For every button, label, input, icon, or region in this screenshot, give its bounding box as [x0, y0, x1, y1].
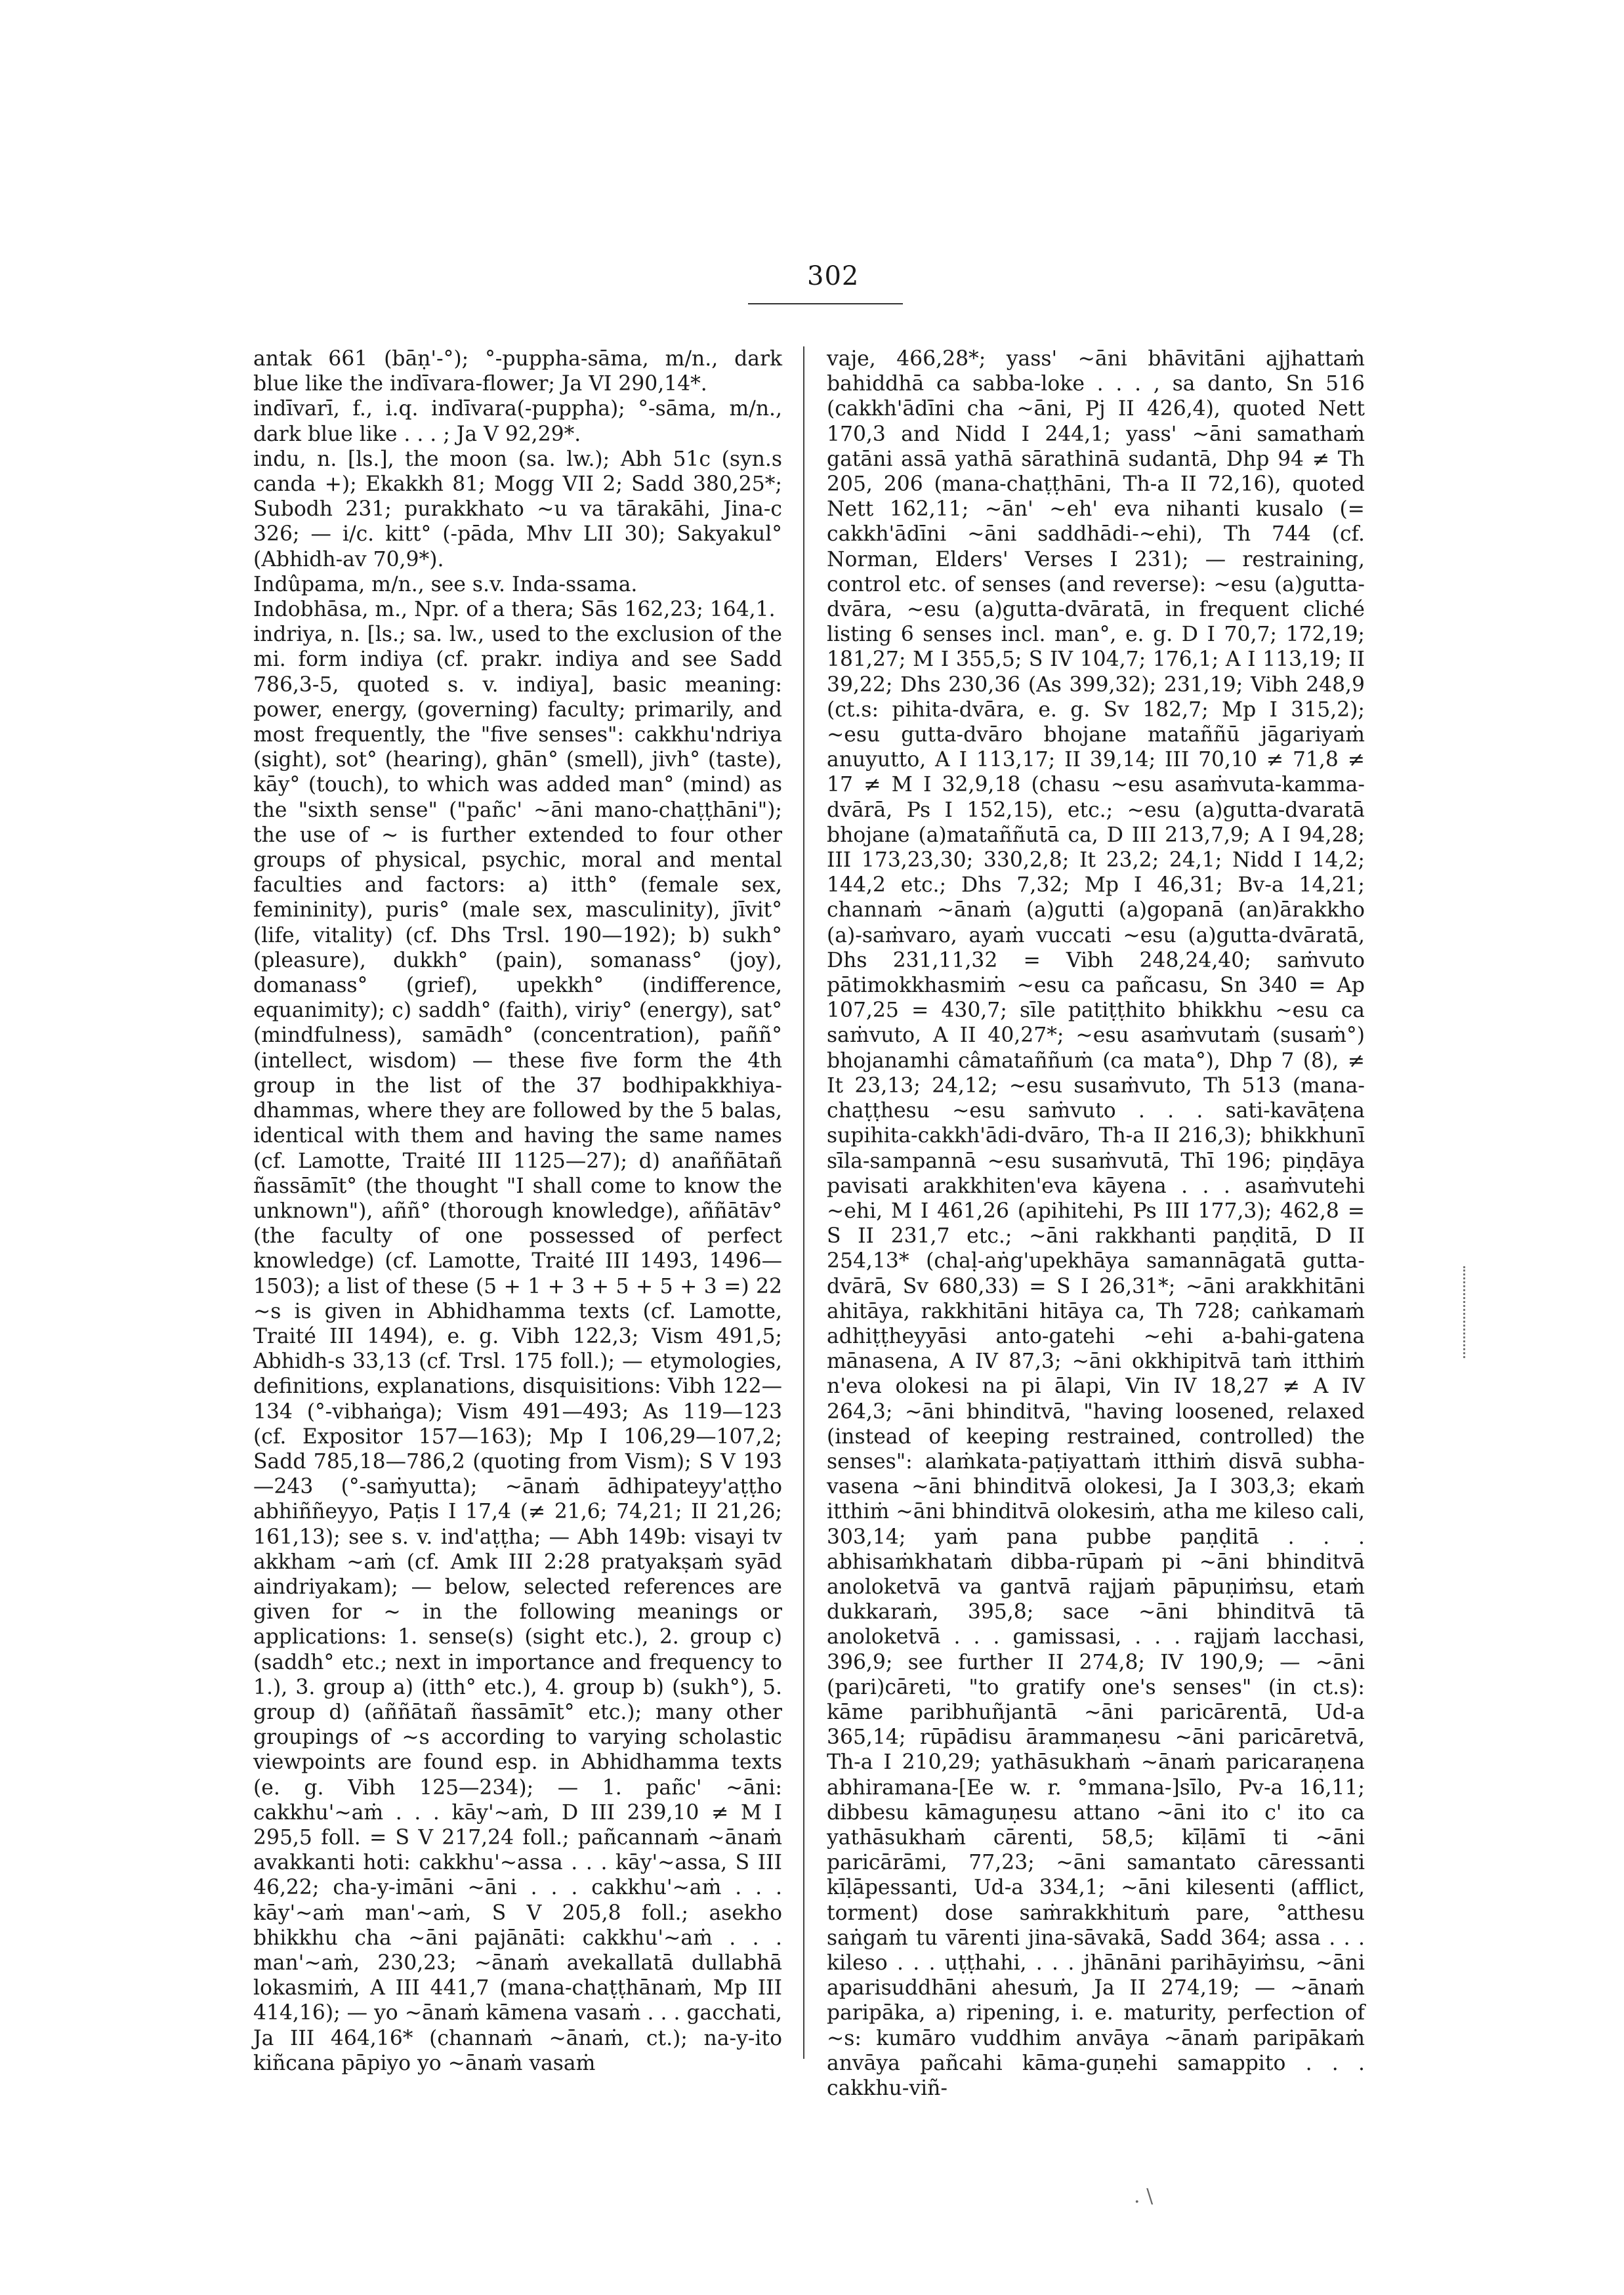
- right-column: [827, 346, 1365, 2101]
- entry-indivari: indīvarī, f., i.q. indīvara(-puppha); °-sāma, m/n., dark blue like . . . ; Ja V 92,29*.: [253, 397, 782, 446]
- page-number: 302: [807, 261, 860, 291]
- entry-indupama: Indûpama, m/n., see s.v. Inda-ssama.: [253, 572, 638, 596]
- entry-antak: antak 661 (bāṇ'-°); °-puppha-sāma, m/n., dark blue like the indīvara-flower; Ja VI 290,14*.: [253, 347, 782, 396]
- left-column: [253, 346, 782, 2076]
- entry-indu: indu, n. [ls.], the moon (sa. lw.); Abh 51c (syn.s canda +); Ekakkh 81; Mogg VII 2; Sadd 380,25*; Subodh 231; purakkhato ~u va tārakāhi, Jina-c 326; — i/c. kitt° (-pāda, Mhv LII 30); Sakyakul° (Abhidh-av 70,9*).: [253, 447, 782, 571]
- entry-indriya: indriya, n. [ls.; sa. lw., used to the exclusion of the mi. form indiya (cf. prakr. indiya and see Sadd 786,3-5, quoted s. v. indiya], basic meaning: power, energy, (governing) faculty; primarily, and most frequently, the "five senses": cakkhu'ndriya (sight), sot° (hearing), ghān° (smell), jivh° (taste), kāy° (touch), to which was added man° (mind) as the "sixth sense" ("pañc' ~āni mano-chaṭṭhāni"); the use of ~ is further extended to four other groups of physical, psychic, moral and mental faculties and factors: a) itth° (female sex, femininity), puris° (male sex, masculinity), jīvit° (life, vitality) (cf. Dhs Trsl. 190—192); b) sukh° (pleasure), dukkh° (pain), somanass° (joy), domanass° (grief), upekkh° (indifference, equanimity); c) saddh° (faith), viriy° (energy), sat° (mindfulness), samādh° (concentration), paññ° (intellect, wisdom) — these five form the 4th group in the list of the 37 bodhipakkhiya-dhammas, where they are followed by the 5 balas, identical with them and having the same names (cf. Lamotte, Traité III 1125—27); d) anaññātañ ñassāmīt° (the thought "I shall come to know the unknown"), aññ° (thorough knowledge), aññātāv° (the faculty of one possessed of perfect knowledge) (cf. Lamotte, Traité III 1493, 1496—1503); a list of these (5 + 1 + 3 + 5 + 5 + 3 =) 22 ~s is given in Abhidhamma texts (cf. Lamotte, Traité III 1494), e. g. Vibh 122,3; Vism 491,5; Abhidh-s 33,13 (cf. Trsl. 175 foll.); — etymologies, definitions, explanations, disquisitions: Vibh 122—134 (°-vibhaṅga); Vism 491—493; As 119—123 (cf. Expositor 157—163); Mp I 106,29—107,2; Sadd 785,18—786,2 (quoting from Vism); S V 193—243 (°-saṁyutta); ~ānaṁ ādhipateyy'aṭṭho abhiññeyyo, Paṭis I 17,4 (≠ 21,6; 74,21; II 21,26; 161,13); see s. v. ind'aṭṭha; — Abh 149b: visayi tv akkham ~aṁ (cf. Amk III 2:28 pratyakṣaṁ syād aindriyakam); — below, selected references are given for ~ in the following meanings or applications: 1. sense(s) (sight etc.), 2. group c) (saddh° etc.; next in importance and frequency to 1.), 3. group a) (itth° etc.), 4. group b) (sukh°), 5. group d) (aññātañ ñassāmīt° etc.); many other groupings of ~s according to varying scholastic viewpoints are found esp. in Abhidhamma texts (e. g. Vibh 125—234); — 1. pañc' ~āni: cakkhu'~aṁ . . . kāy'~aṁ, D III 239,10 ≠ M I 295,5 foll. = S V 217,24 foll.; pañcannaṁ ~ānaṁ avakkanti hoti: cakkhu'~assa . . . kāy'~assa, S III 46,22; cha-y-imāni ~āni . . . cakkhu'~aṁ . . . kāy'~aṁ man'~aṁ, S V 205,8 foll.; asekho bhikkhu cha ~āni pajānāti: cakkhu'~aṁ . . . man'~aṁ, 230,23; ~ānaṁ avekallatā dullabhā lokasmiṁ, A III 441,7 (mana-chaṭṭhānaṁ, Mp III 414,16); — yo ~ānaṁ kāmena vasaṁ . . . gacchati, Ja III 464,16* (channaṁ ~ānaṁ, ct.); na-y-ito kiñcana pāpiyo yo ~ānaṁ vasaṁ: [253, 623, 782, 2075]
- header-rule: [748, 303, 903, 304]
- margin-mark: [1463, 1266, 1465, 1358]
- entry-indriya-continued: vaje, 466,28*; yass' ~āni bhāvitāni ajjhattaṁ bahiddhā ca sabba-loke . . . , sa danto, Sn 516 (cakkh'ādīni cha ~āni, Pj II 426,4), quoted Nett 170,3 and Nidd I 244,1; yass' ~āni samathaṁ gatāni assā yathā sārathinā sudantā, Dhp 94 ≠ Th 205, 206 (mana-chaṭṭhāni, Th-a II 72,16), quoted Nett 162,11; ~ān' ~eh' eva nihanti kusalo (= cakkh'ādīni ~āni saddhādi-~ehi), Th 744 (cf. Norman, Elders' Verses I 231); — restraining, control etc. of senses (and reverse): ~esu (a)gutta-dvāra, ~esu (a)gutta-dvāratā, in frequent cliché listing 6 senses incl. man°, e. g. D I 70,7; 172,19; 181,27; M I 355,5; S IV 104,7; 176,1; A I 113,19; II 39,22; Dhs 230,36 (As 399,32); 231,19; Vibh 248,9 (ct.s: pihita-dvāra, e. g. Sv 182,7; Mp I 315,2); ~esu gutta-dvāro bhojane mataññū jāgariyaṁ anuyutto, A I 113,17; II 39,14; III 70,10 ≠ 71,8 ≠ 17 ≠ M I 32,9,18 (chasu ~esu asaṁvuta-kamma-dvārā, Ps I 152,15), etc.; ~esu (a)gutta-dvaratā bhojane (a)mataññutā ca, D III 213,7,9; A I 94,28; III 173,23,30; 330,2,8; It 23,2; 24,1; Nidd I 14,2; 144,2 etc.; Dhs 7,32; Mp I 46,31; Bv-a 14,21; channaṁ ~ānaṁ (a)gutti (a)gopanā (an)ārakkho (a)-saṁvaro, ayaṁ vuccati ~esu (a)gutta-dvāratā, Dhs 231,11,32 = Vibh 248,24,40; saṁvuto pātimokkhasmiṁ ~esu ca pañcasu, Sn 340 = Ap 107,25 = 430,7; sīle patiṭṭhito bhikkhu ~esu ca saṁvuto, A II 40,27*; ~esu asaṁvutaṁ (susaṁ°) bhojanamhi câmataññuṁ (ca mata°), Dhp 7 (8), ≠ It 23,13; 24,12; ~esu susaṁvuto, Th 513 (mana-chaṭṭhesu ~esu saṁvuto . . . sati-kavāṭena supihita-cakkh'ādi-dvāro, Th-a II 216,3); bhikkhunī sīla-sampannā ~esu susaṁvutā, Thī 196; piṇḍāya pavisati arakkhiten'eva kāyena . . . asaṁvutehi ~ehi, M I 461,26 (apihitehi, Ps III 177,3); 462,8 = S II 231,7 etc.; ~āni rakkhanti paṇḍitā, D II 254,13* (chaḷ-aṅg'upekhāya samannāgatā gutta-dvārā, Sv 680,33) = S I 26,31*; ~āni arakkhitāni ahitāya, rakkhitāni hitāya ca, Th 728; caṅkamaṁ adhiṭṭheyyāsi anto-gatehi ~ehi a-bahi-gatena mānasena, A IV 87,3; ~āni okkhipitvā taṁ itthiṁ n'eva olokesi na pi ālapi, Vin IV 18,27 ≠ A IV 264,3; ~āni bhinditvā, "having loosened, relaxed (instead of keeping restrained, controlled) the senses": alaṁkata-paṭiyattaṁ itthiṁ disvā subha-vasena ~āni bhinditvā olokesi, Ja I 303,3; ekaṁ itthiṁ ~āni bhinditvā olokesiṁ, atha me kileso cali, 303,14; yaṁ pana pubbe paṇḍitā . . . abhisaṁkhataṁ dibba-rūpaṁ pi ~āni bhinditvā anoloketvā va gantvā rajjaṁ pāpuṇiṁsu, etaṁ dukkaraṁ, 395,8; sace ~āni bhinditvā tā anoloketvā . . . gamissasi, . . . rajjaṁ lacchasi, 396,9; see further II 274,8; IV 190,9; — ~āni (pari)cāreti, "to gratify one's senses" (in ct.s): kāme paribhuñjantā ~āni paricārentā, Ud-a 365,14; rūpādisu ārammaṇesu ~āni paricāretvā, Th-a I 210,29; yathāsukhaṁ ~ānaṁ paricaraṇena abhiramana-[Ee w. r. °mmana-]sīlo, Pv-a 16,11; dibbesu kāmaguṇesu attano ~āni ito c' ito ca yathāsukhaṁ cārenti, 58,5; kīḷāmī ti ~āni paricārāmi, 77,23; ~āni samantato cāressanti kīḷāpessanti, Ud-a 334,1; ~āni kilesenti (afflict, torment) dose saṁrakkhituṁ pare, °atthesu saṅgaṁ tu vārenti jina-sāvakā, Sadd 364; assa . . . kileso . . . uṭṭhahi, . . . jhānāni parihāyiṁsu, ~āni aparisuddhāni ahesuṁ, Ja II 274,19; — ~ānaṁ paripāka, a) ripening, i. e. maturity, perfection of ~s: kumāro vuddhim anvāya ~ānaṁ paripākaṁ anvāya pañcahi kāma-guṇehi samappito . . . cakkhu-viñ-: [827, 347, 1365, 2101]
- page-specks: . \: [1134, 2185, 1154, 2208]
- entry-indobhasa: Indobhāsa, m., Npr. of a thera; Sās 162,23; 164,1.: [253, 598, 776, 622]
- column-divider: [803, 346, 804, 2059]
